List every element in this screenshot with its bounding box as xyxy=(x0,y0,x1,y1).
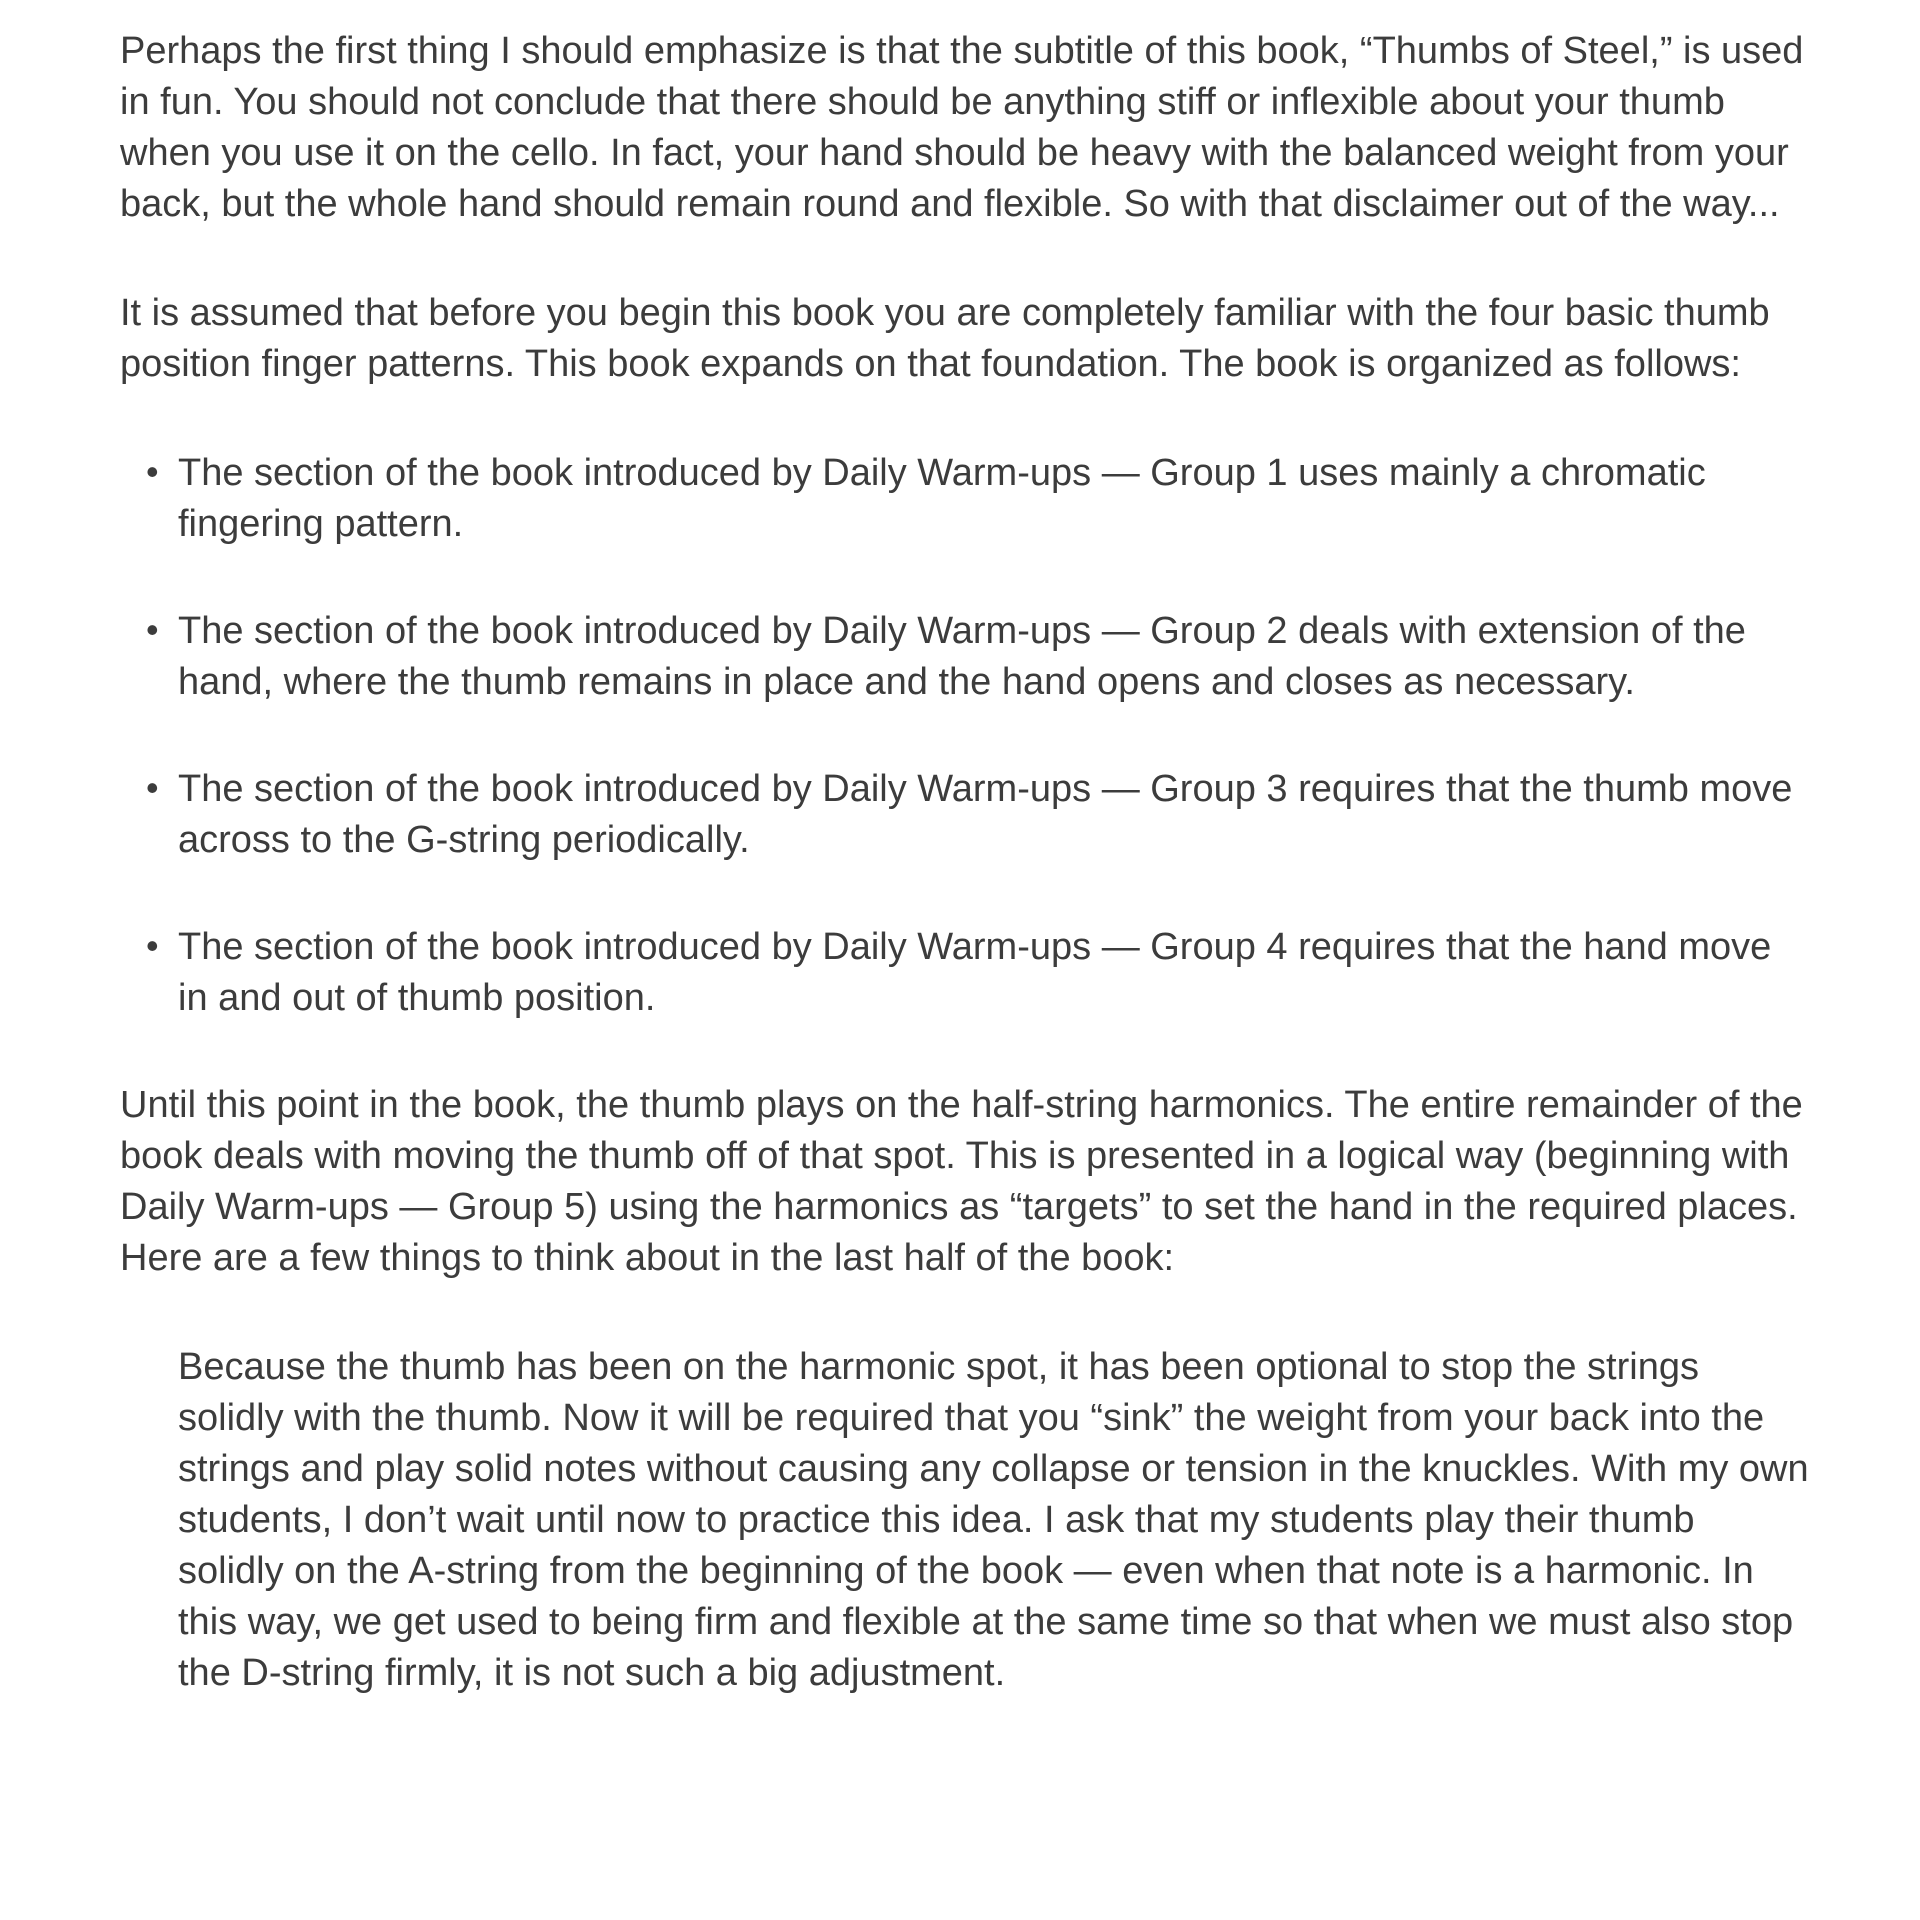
bullet-icon: • xyxy=(146,925,159,966)
bullet-icon: • xyxy=(146,451,159,492)
thumb-weight-paragraph: Because the thumb has been on the harmonic spot, it has been optional to stop the strings solidly with the thumb. Now it will be required that you “sink” the weight from your back into the strings and play solid notes without causing any collapse or tension in the knuckles. With my own students, I don’t wait until now to practice this idea. I ask that my students play their thumb solidly on the A-string from the beginning of the book — even when that note is a harmonic. In this way, we get used to being firm and flexible at the same time so that when we must also stop the D-string firmly, it is not such a big adjustment. xyxy=(178,1346,1809,1694)
bullet-text-group1: The section of the book introduced by Daily Warm-ups — Group 1 uses mainly a chromatic fingering pattern. xyxy=(178,452,1706,545)
bullet-text-group4: The section of the book introduced by Daily Warm-ups — Group 4 requires that the hand move in and out of thumb position. xyxy=(178,926,1772,1019)
bullet-item-group1 xyxy=(120,448,1810,550)
bullet-item-group3 xyxy=(120,764,1810,866)
bullet-item-group4 xyxy=(120,922,1810,1024)
bullet-item-group2 xyxy=(120,606,1810,708)
intro-paragraph: Perhaps the first thing I should emphasize is that the subtitle of this book, “Thumbs of Steel,” is used in fun. You should not conclude that there should be anything stiff or inflexible about your thumb when you use it on the cello. In fact, your hand should be heavy with the balanced weight from your back, but the whole hand should remain round and flexible. So with that disclaimer out of the way... xyxy=(120,30,1804,225)
organization-paragraph: It is assumed that before you begin this book you are completely familiar with the four basic thumb position finger patterns. This book expands on that foundation. The book is organized as follows: xyxy=(120,292,1770,385)
bullet-icon: • xyxy=(146,767,159,808)
harmonics-paragraph: Until this point in the book, the thumb plays on the half-string harmonics. The entire remainder of the book deals with moving the thumb off of that spot. This is presented in a logical way (beginning with Daily Warm-ups — Group 5) using the harmonics as “targets” to set the hand in the required places. Here are a few things to think about in the last half of the book: xyxy=(120,1084,1803,1279)
bullet-icon: • xyxy=(146,609,159,650)
bullet-text-group2: The section of the book introduced by Daily Warm-ups — Group 2 deals with extension of the hand, where the thumb remains in place and the hand opens and closes as necessary. xyxy=(178,610,1746,703)
bullet-text-group3: The section of the book introduced by Daily Warm-ups — Group 3 requires that the thumb move across to the G-string periodically. xyxy=(178,768,1793,861)
